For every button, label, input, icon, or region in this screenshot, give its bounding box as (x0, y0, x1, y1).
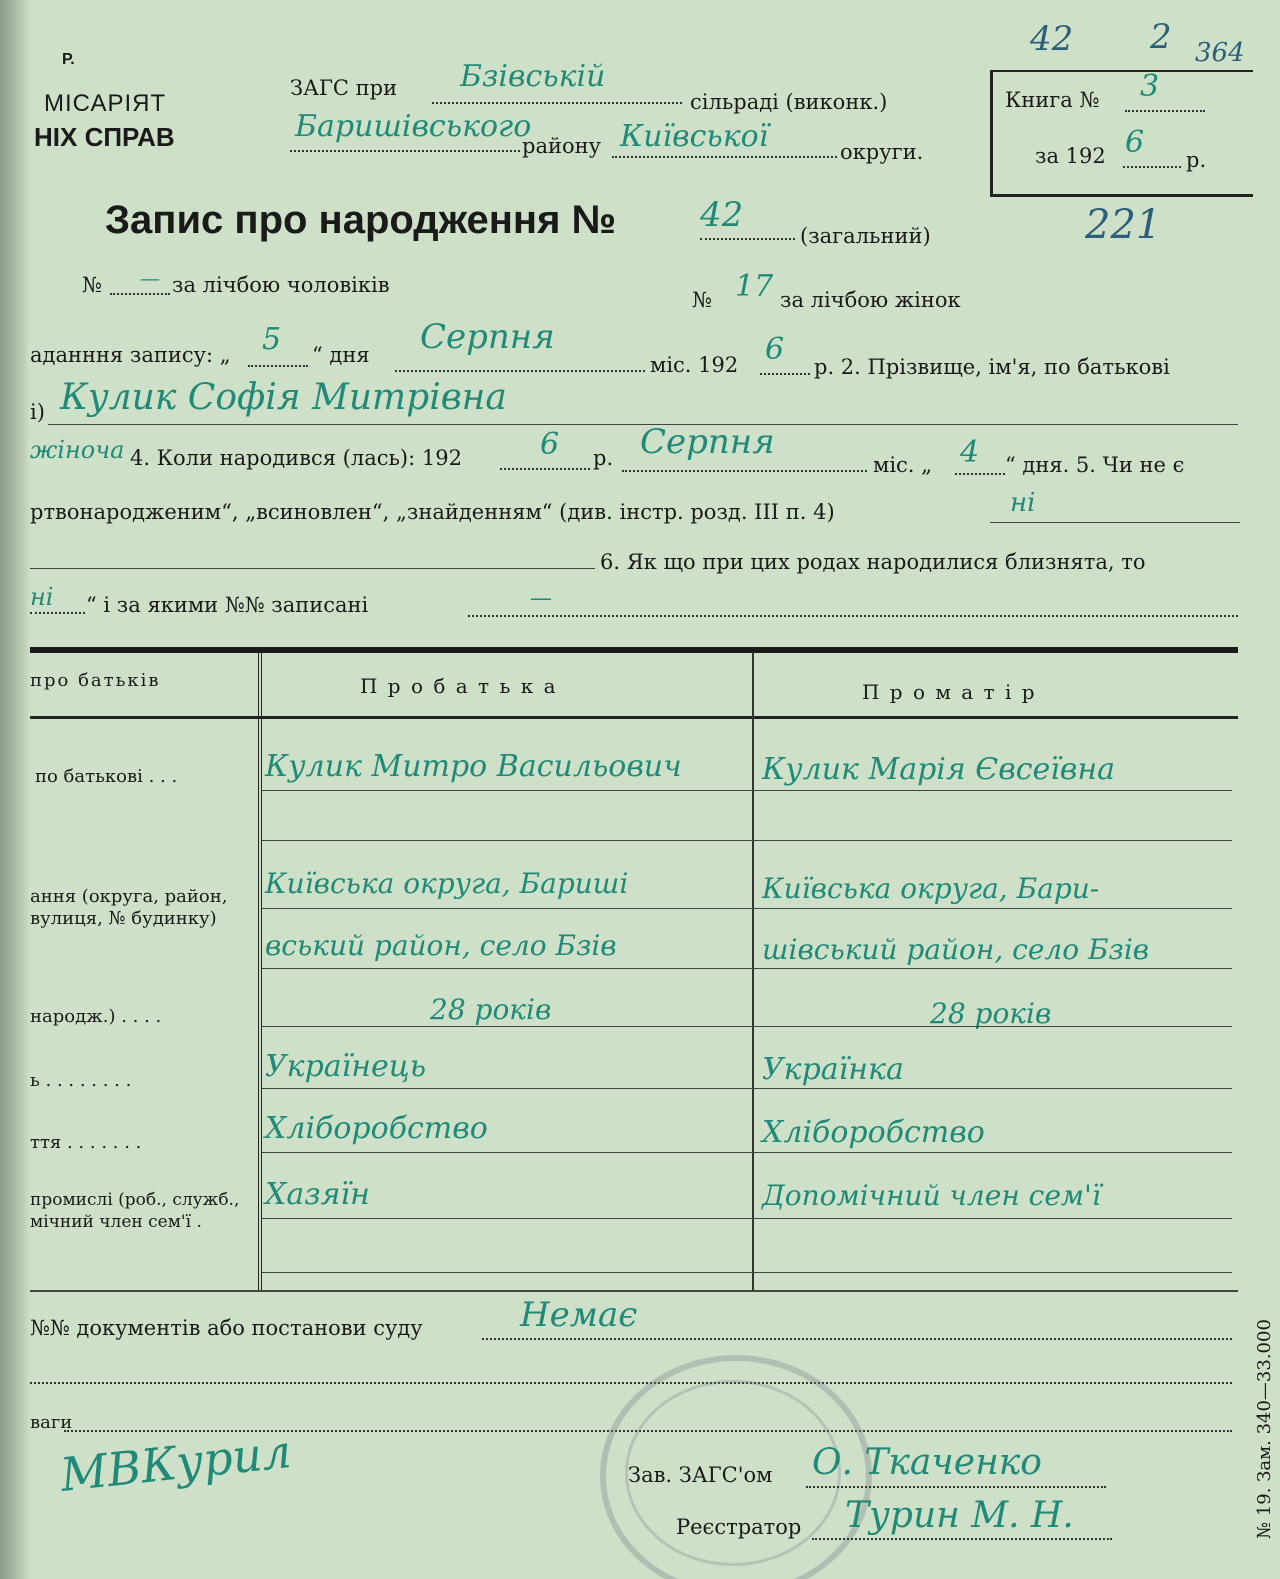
registration-month: Серпня (420, 317, 555, 357)
registrar-label: Реєстратор (676, 1515, 802, 1539)
okrug-line (612, 156, 837, 158)
remarks-label: ваги (30, 1412, 73, 1433)
zags-prefix: ЗАГС при (290, 76, 398, 100)
book-year-suffix: р. (1186, 148, 1207, 172)
question-6-label: 6. Як що при цих родах народилися близнята, то (600, 550, 1146, 574)
corner-number-364: 364 (1195, 38, 1245, 68)
birth-day: 4 (960, 435, 980, 470)
mother-status: Допомічний член сем'ї (762, 1179, 1101, 1212)
men-count-label: за лічбою чоловіків (172, 273, 390, 297)
book-binding-edge (0, 0, 30, 1579)
row-label-nationality: ь . . . . . . . . (30, 1070, 132, 1091)
father-residence: Київська округа, Бариші (265, 867, 629, 900)
birth-year-digit: 6 (540, 427, 560, 462)
registration-month-label: міс. 192 (650, 353, 739, 377)
row2-line (262, 1026, 1232, 1027)
registrar-line (812, 1538, 1112, 1540)
council-label: сільраді (виконк.) (690, 90, 888, 114)
village-value: Бзівській (460, 59, 606, 94)
registration-month-line (395, 370, 645, 372)
header-left-line1: Р. (62, 51, 75, 68)
record-number-line (700, 238, 795, 240)
question-5-label: “ дня. 5. Чи не є (1005, 453, 1185, 477)
village-line (432, 102, 682, 104)
head-signature: О. Ткаченко (812, 1442, 1042, 1483)
birth-year-line (500, 468, 590, 470)
father-age: 28 років (430, 993, 552, 1026)
father-occupation: Хліборобство (265, 1111, 488, 1146)
print-mark: № 19. Зам. 340—33.000 (1254, 1319, 1275, 1539)
table-top-rule (30, 647, 1238, 653)
women-count-prefix: № (692, 288, 712, 312)
table-bottom-rule (30, 1290, 1238, 1292)
head-label: Зав. ЗАГС'ом (628, 1463, 773, 1487)
twins-question: “ і за якими №№ записані (86, 593, 369, 617)
registration-day-line (248, 365, 308, 367)
row-label-status: промислі (роб., служб., (30, 1190, 240, 1210)
header-left-line2: МІСАРІЯТ (44, 90, 167, 117)
women-count-value: 17 (735, 269, 774, 304)
row-label-name: по батькові . . . (35, 766, 178, 787)
row-label-occupation: ття . . . . . . . (30, 1132, 142, 1153)
father-status: Хазяїн (265, 1177, 370, 1212)
question-4-label: 4. Коли народився (лась): 192 (130, 446, 462, 470)
book-number-line (1125, 110, 1205, 112)
row-label-residence: ання (округа, район, (30, 886, 228, 907)
father-nationality: Українець (265, 1049, 427, 1084)
birth-month-line (622, 470, 867, 472)
registration-day-label: “ дня (312, 343, 370, 367)
women-count-label: за лічбою жінок (780, 288, 961, 312)
row0-line (262, 790, 1232, 791)
mother-residence: Київська округа, Бари- (762, 872, 1100, 905)
mother-residence-2: шівський район, село Бзів (762, 933, 1150, 966)
district-line (290, 150, 520, 152)
birth-month: Серпня (640, 422, 775, 462)
men-count-prefix: № (82, 273, 102, 297)
book-label: Книга № (1005, 88, 1100, 112)
birth-month-label: міс. „ (873, 453, 933, 477)
birth-year-r: р. (593, 446, 614, 470)
table-header-rule (30, 716, 1238, 719)
mother-occupation: Хліборобство (762, 1115, 985, 1150)
registration-date-label: аданння запису: „ (30, 343, 231, 367)
table-header-mother: П р о м а т і р (862, 680, 1037, 704)
row5-line (262, 1218, 1232, 1219)
mother-nationality: Українка (762, 1052, 904, 1087)
row2-prefix: і) (30, 400, 45, 424)
okrug-label: округи. (840, 140, 924, 164)
head-line (806, 1486, 1106, 1488)
left-signature: МВКурил (57, 1424, 294, 1502)
documents-value: Немає (520, 1295, 638, 1335)
row1-line (262, 908, 1232, 909)
question-5-text: ртвонародженим“, „всиновлен“, „знайденням“ (див. інстр. розд. III п. 4) (30, 500, 835, 524)
child-sex: жіноча (30, 436, 125, 464)
mother-age: 28 років (930, 997, 1052, 1030)
book-year-prefix: за 192 (1035, 144, 1106, 168)
side-number: 221 (1085, 202, 1162, 248)
mother-name: Кулик Марія Євсеївна (762, 752, 1115, 787)
district-label: району (522, 134, 601, 158)
birth-day-line (955, 473, 1005, 475)
table-divider-2 (752, 652, 754, 1292)
row4-line (262, 1152, 1232, 1153)
documents-line (482, 1338, 1232, 1340)
twins-answer-line (468, 615, 1238, 617)
twins-answer: — (530, 586, 552, 611)
table-header-parents: про батьків (30, 670, 161, 691)
row5b-line (262, 1272, 1232, 1273)
registration-year-line (760, 373, 810, 375)
registrar-signature: Турин М. Н. (845, 1495, 1074, 1536)
district-value: Баришівського (295, 109, 532, 144)
okrug-value: Київської (620, 119, 769, 154)
table-header-father: П р о б а т ь к а (360, 674, 558, 698)
corner-number-2: 2 (1150, 17, 1172, 57)
record-number: 42 (700, 195, 744, 235)
header-left-line3: НІХ СПРАВ (34, 122, 175, 152)
question-5-answer: ні (1010, 488, 1036, 518)
row-label-age: народж.) . . . . (30, 1006, 162, 1027)
corner-number-42: 42 (1030, 19, 1074, 59)
table-divider-1 (258, 652, 262, 1292)
row-label-residence-2: вулиця, № будинку) (30, 908, 217, 929)
twins-value: ні (30, 583, 54, 611)
registration-year-digit: 6 (765, 332, 785, 367)
general-label: (загальний) (800, 224, 931, 248)
documents-line-2 (30, 1382, 1232, 1384)
question-5-line (990, 522, 1240, 523)
book-year-digit: 6 (1125, 125, 1145, 160)
men-count-value: — (140, 266, 160, 290)
record-title: Запис про народження № (105, 198, 617, 242)
twins-line (30, 612, 85, 614)
men-count-line (110, 293, 170, 295)
row5-line (30, 568, 595, 569)
registration-day: 5 (262, 322, 282, 357)
row0b-line (262, 840, 1232, 841)
father-residence-2: вський район, село Бзів (265, 929, 617, 962)
row1b-line (262, 968, 1232, 969)
question-2-label: р. 2. Прізвище, ім'я, по батькові (814, 355, 1170, 379)
book-number: 3 (1140, 69, 1160, 104)
row3-line (262, 1088, 1232, 1089)
documents-label: №№ документів або постанови суду (30, 1316, 423, 1340)
row-label-status-2: мічний член сем'ї . (30, 1212, 202, 1232)
book-year-line (1123, 166, 1181, 168)
father-name: Кулик Митро Васильович (265, 749, 682, 784)
child-name: Кулик Софія Митрівна (60, 377, 507, 418)
